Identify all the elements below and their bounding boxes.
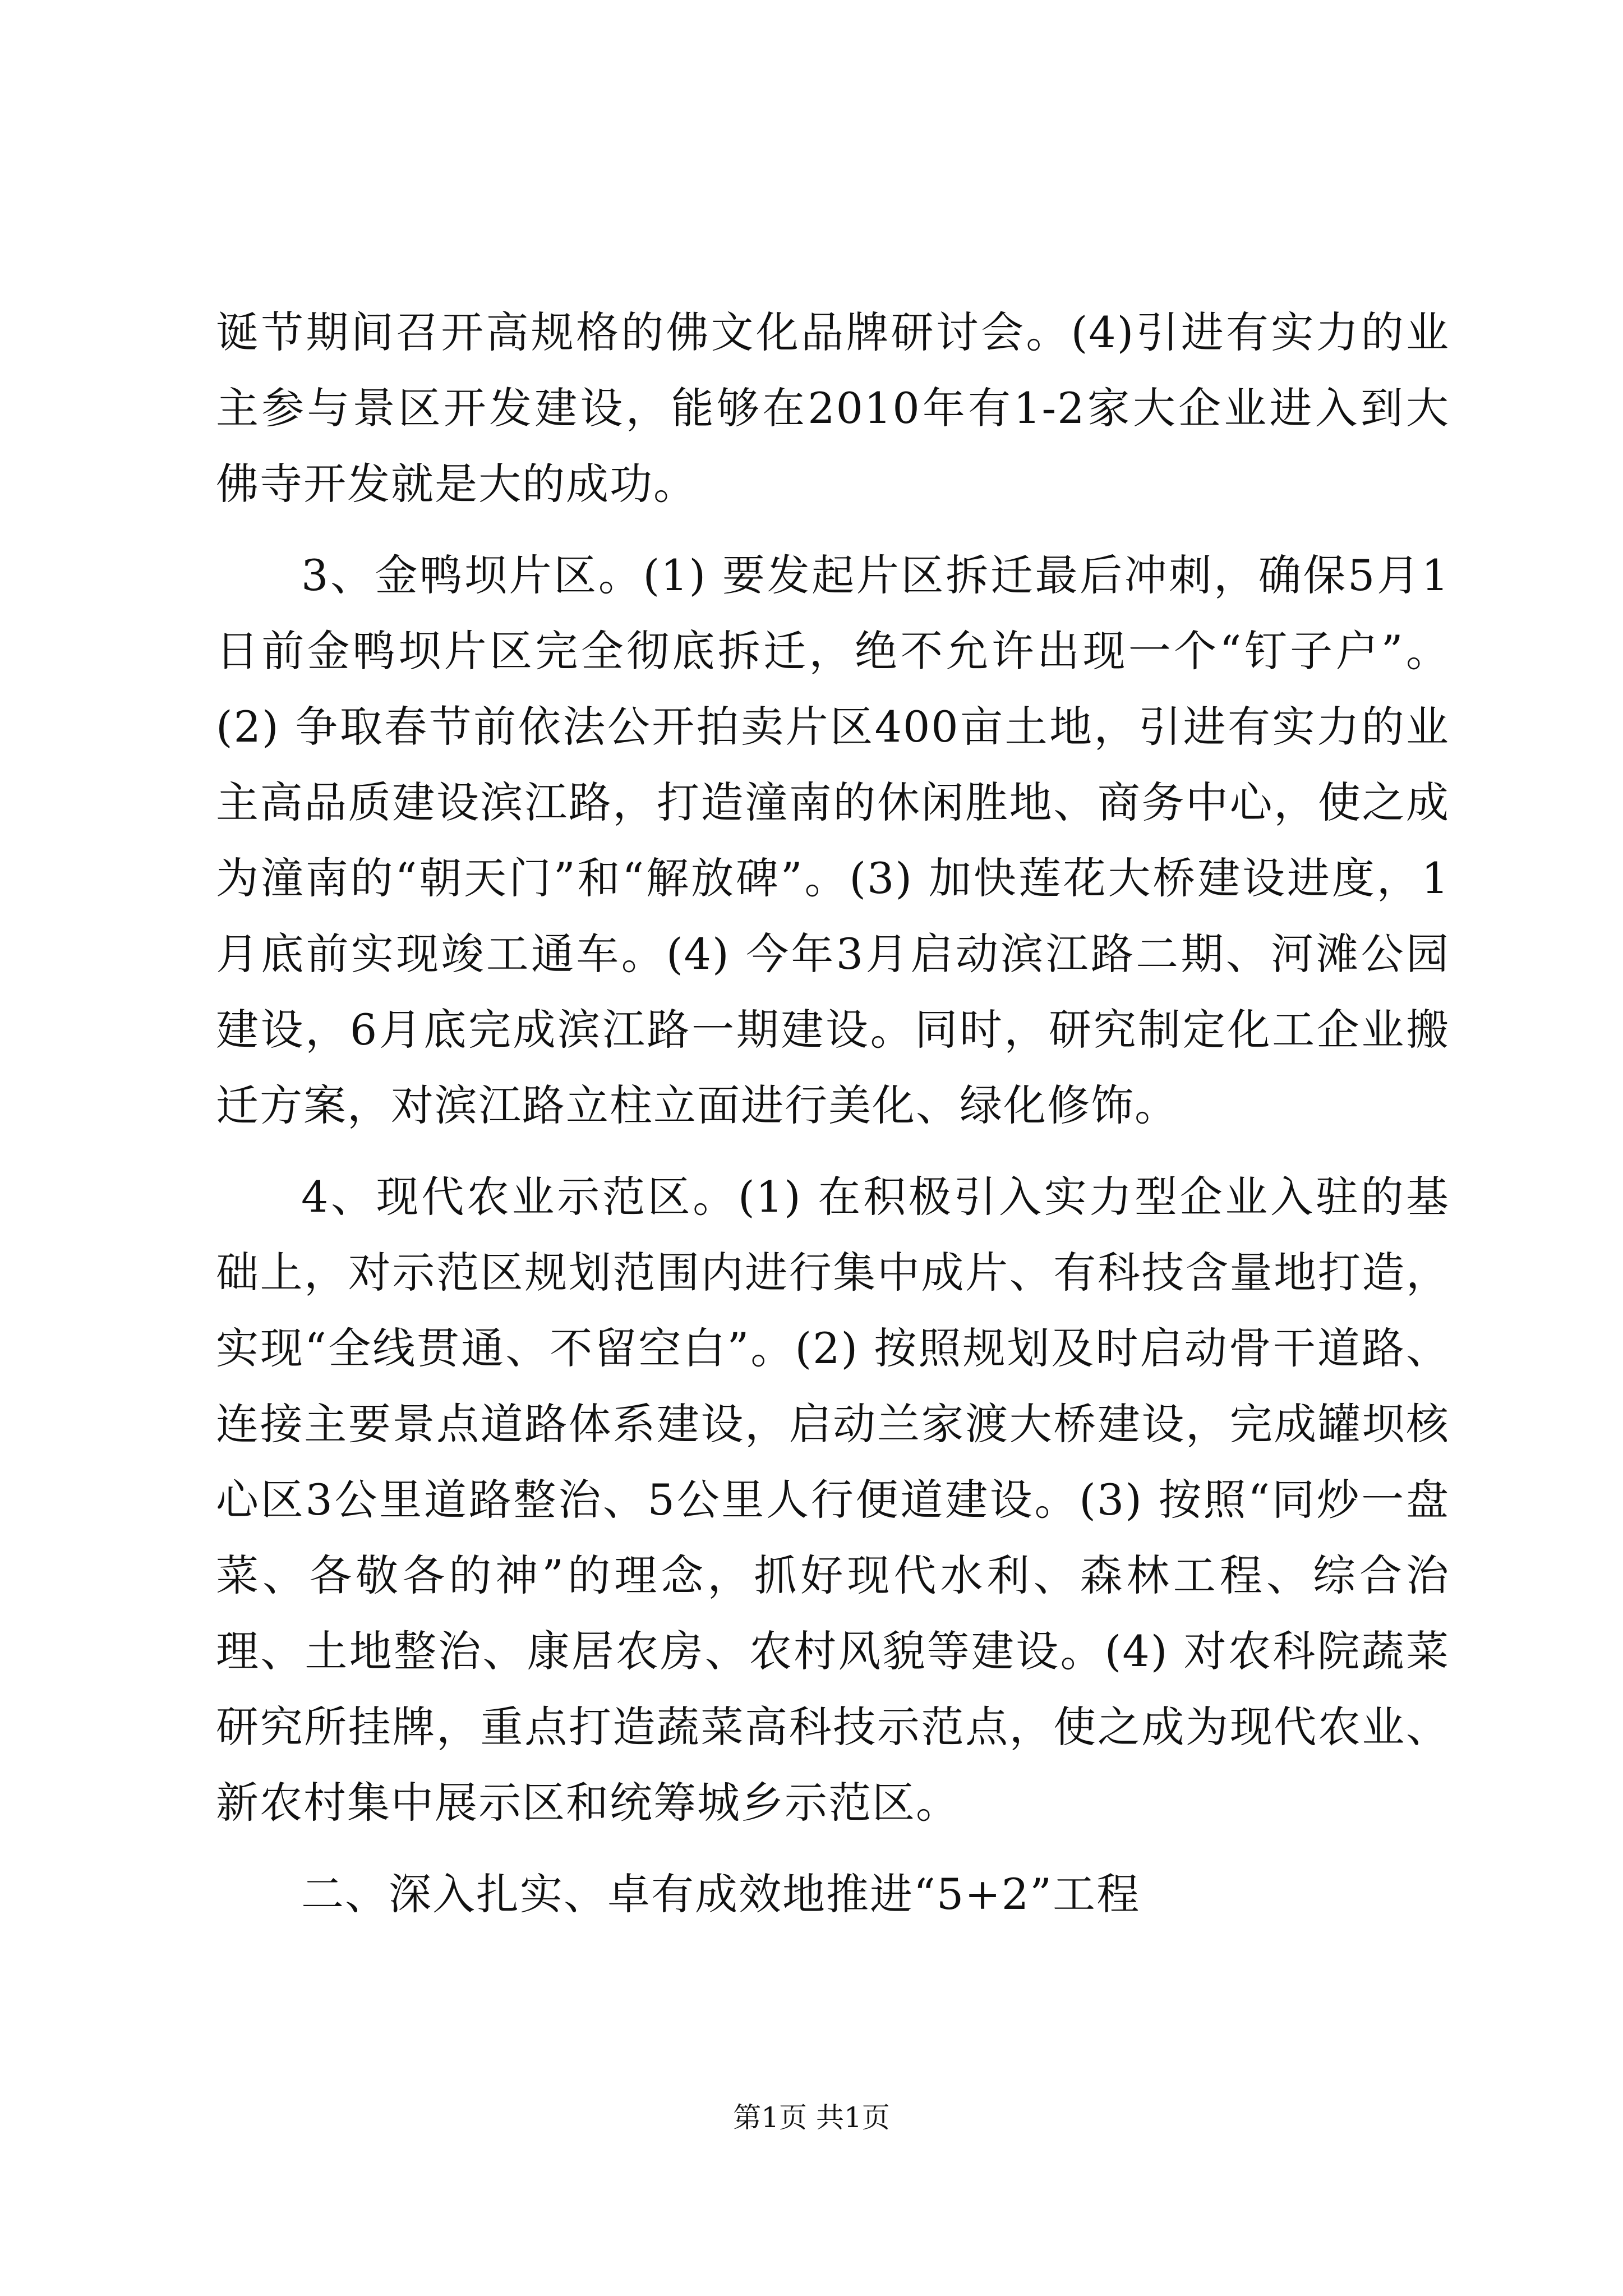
document-body <box>216 295 1450 1948</box>
paragraph-continuation: 诞节期间召开高规格的佛文化品牌研讨会。(4)引进有实力的业主参与景区开发建设，能够在2010年有1-2家大企业进入到大佛寺开发就是大的成功。 <box>216 307 1450 509</box>
paragraph-jinyaba-district: 3、金鸭坝片区。(1) 要发起片区拆迁最后冲刺，确保5月1日前金鸭坝片区完全彻底拆迁，绝不允许出现一个“钉子户”。(2) 争取春节前依法公开拍卖片区400亩土地，引进有实力的业主高品质建设滨江路，打造潼南的休闲胜地、商务中心，使之成为潼南的“朝天门”和“解放碑”。(3) 加快莲花大桥建设进度，1月底前实现竣工通车。(4) 今年3月启动滨江路二期、河滩公园建设，6月底完成滨江路一期建设。同时，研究制定化工企业搬迁方案，对滨江路立柱立面进行美化、绿化修饰。 <box>216 550 1450 1130</box>
section-heading: 二、深入扎实、卓有成效地推进“5+2”工程 <box>301 1869 1141 1919</box>
page-footer: 第1页 共1页 <box>733 2101 890 2134</box>
paragraph-modern-agriculture-zone: 4、现代农业示范区。(1) 在积极引入实力型企业入驻的基础上，对示范区规划范围内进行集中成片、有科技含量地打造，实现“全线贯通、不留空白”。(2) 按照规划及时启动骨干道路、连接主要景点道路体系建设，启动兰家渡大桥建设，完成罐坝核心区3公里道路整治、5公里人行便道建设。(3) 按照“同炒一盘菜、各敬各的神”的理念，抓好现代水利、森林工程、综合治理、土地整治、康居农房、农村风貌等建设。(4) 对农科院蔬菜研究所挂牌，重点打造蔬菜高科技示范点，使之成为现代农业、新农村集中展示区和统筹城乡示范区。 <box>216 1172 1450 1828</box>
